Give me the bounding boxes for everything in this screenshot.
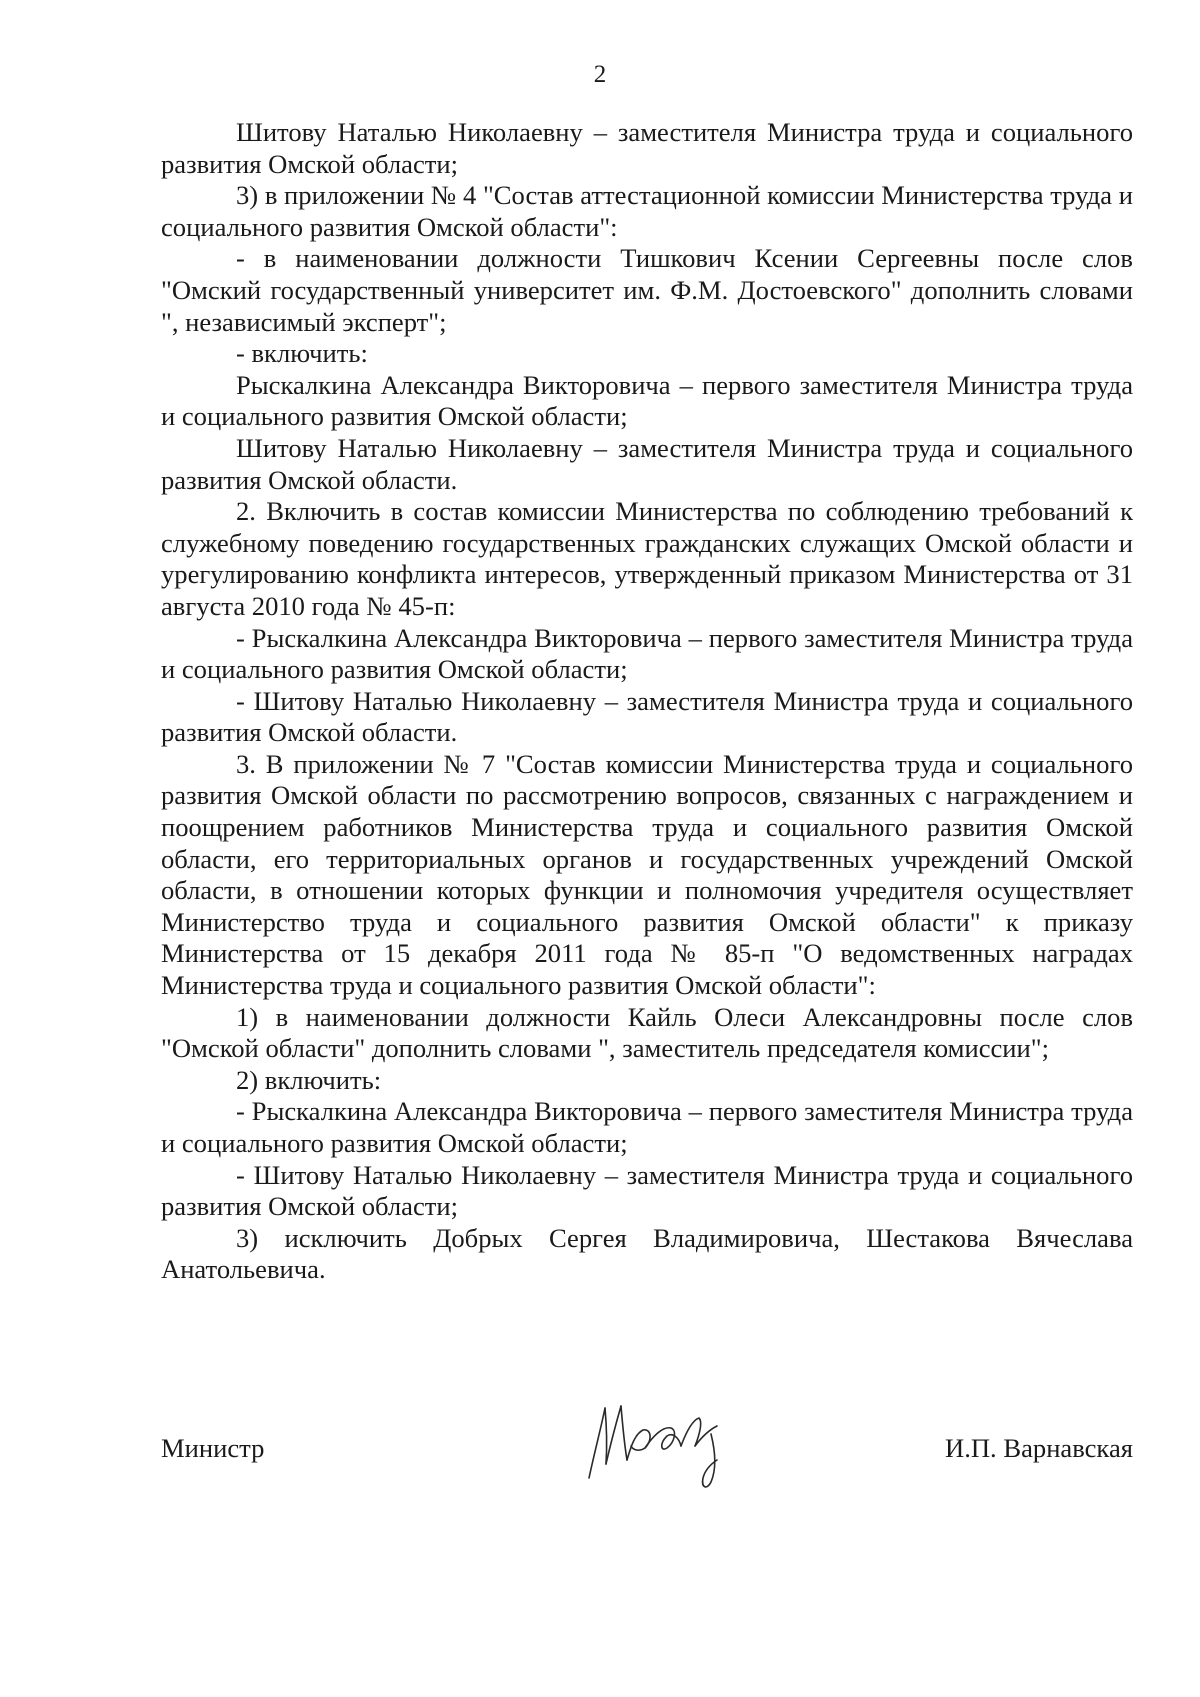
paragraph: 2. Включить в состав комиссии Министерства по соблюдению требований к служебному поведению государственных гражданских служащих Омской области и урегулированию конфликта интересов, утвержденный приказом Министерства от 31 августа 2010 года № 45-п: xyxy=(161,496,1133,621)
paragraph: 2) включить: xyxy=(236,1064,382,1095)
paragraph: - Рыскалкина Александра Викторовича – первого заместителя Министра труда и социального развития Омской области; xyxy=(161,1096,1133,1158)
paragraph: Рыскалкина Александра Викторовича – первого заместителя Министра труда и социального развития Омской области; xyxy=(161,369,1133,432)
signature-block xyxy=(161,1432,1133,1552)
paragraph: - Рыскалкина Александра Викторовича – первого заместителя Министра труда и социального развития Омской области; xyxy=(161,622,1133,685)
signatory-title: Министр xyxy=(161,1433,265,1463)
paragraph: Шитову Наталью Николаевну – заместителя Министра труда и социального развития Омской области; xyxy=(161,117,1133,179)
handwritten-signature xyxy=(571,1390,741,1500)
document-body xyxy=(161,117,1133,1286)
page-number: 2 xyxy=(593,61,607,88)
signatory-name: И.П. Варнавская xyxy=(945,1433,1133,1463)
paragraph: - Шитову Наталью Николаевну – заместителя Министра труда и социального развития Омской области. xyxy=(161,685,1133,748)
paragraph: - включить: xyxy=(236,338,368,369)
paragraph: 3. В приложении № 7 "Состав комиссии Министерства труда и социального развития Омской области по рассмотрению вопросов, связанных с награждением и поощрением работников Министерства труда и социального развития Омской области, его территориальных органов и государственных учреждений Омской области, в отношении которых функции и полномочия учредителя осуществляет Министерство труда и социального развития Омской области" к приказу Министерства от 15 декабря 2011 года № 85-п "О ведомственных наградах Министерства труда и социального развития Омской области": xyxy=(161,748,1133,1001)
paragraph: 3) в приложении № 4 "Состав аттестационной комиссии Министерства труда и социального развития Омской области": xyxy=(161,180,1133,242)
paragraph: - Шитову Наталью Николаевну – заместителя Министра труда и социального развития Омской области; xyxy=(161,1159,1133,1222)
paragraph: 1) в наименовании должности Кайль Олеси Александровны после слов "Омской области" дополнить словами ", заместитель председателя комиссии"; xyxy=(161,1001,1133,1064)
paragraph: - в наименовании должности Тишкович Ксении Сергеевны после слов "Омский государственный университет им. Ф.М. Достоевского" дополнить словами ", независимый эксперт"; xyxy=(161,243,1133,337)
paragraph: Шитову Наталью Николаевну – заместителя Министра труда и социального развития Омской области. xyxy=(161,432,1133,495)
paragraph: 3) исключить Добрых Сергея Владимировича, Шестакова Вячеслава Анатольевича. xyxy=(161,1222,1133,1285)
